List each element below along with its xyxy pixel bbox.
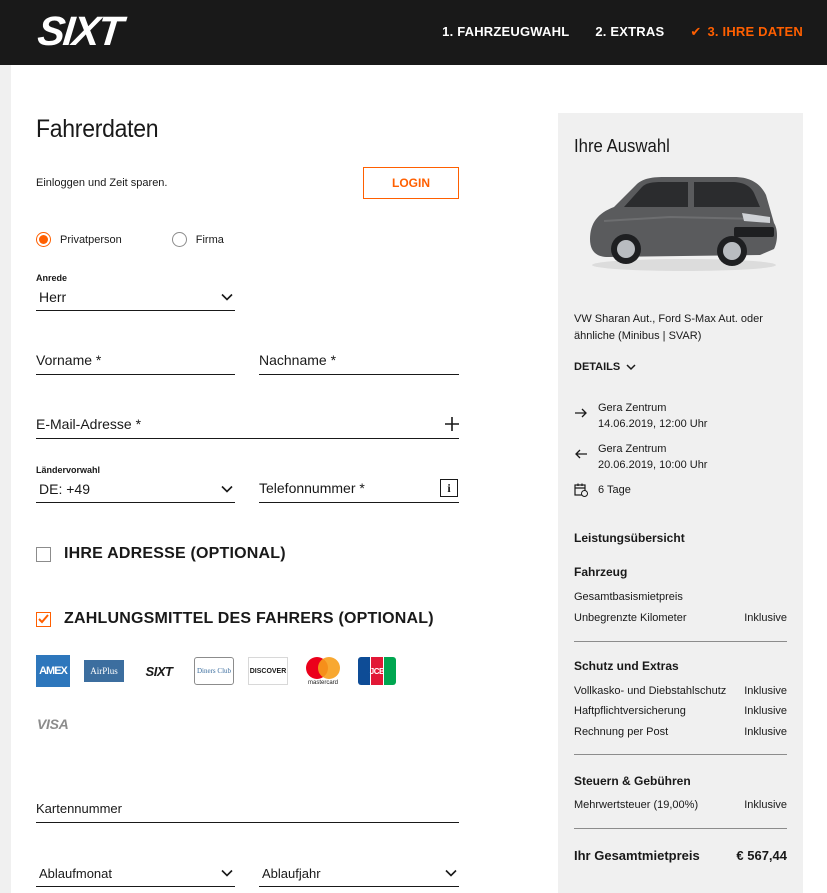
first-name-field[interactable] bbox=[36, 345, 235, 375]
mileage-row bbox=[574, 612, 787, 624]
protection-row bbox=[574, 705, 787, 717]
total-value: € 567,44 bbox=[736, 848, 787, 863]
card-number-field[interactable] bbox=[36, 793, 459, 823]
page-title: Fahrerdaten bbox=[36, 115, 159, 143]
base-price-label: Gesamtbasismietpreis bbox=[574, 591, 683, 603]
mastercard-logo[interactable] bbox=[302, 655, 344, 687]
vehicle-section-title: Fahrzeug bbox=[574, 565, 628, 579]
mastercard-circles-icon bbox=[303, 656, 343, 680]
details-toggle[interactable] bbox=[574, 361, 636, 373]
jcb-red-strip bbox=[371, 657, 383, 685]
chevron-down-icon bbox=[626, 363, 636, 371]
radio-private-person-indicator[interactable] bbox=[36, 232, 51, 247]
step-extras[interactable]: 2. EXTRAS bbox=[595, 24, 665, 39]
protection-value: Inklusive bbox=[744, 705, 787, 717]
radio-company-indicator[interactable] bbox=[172, 232, 187, 247]
amex-logo-text: AMEX bbox=[39, 665, 67, 677]
protection-label: Haftpflichtversicherung bbox=[574, 705, 686, 717]
expiry-year-placeholder: Ablaufjahr bbox=[262, 866, 321, 881]
duration-text: 6 Tage bbox=[598, 484, 631, 496]
phone-placeholder: Telefonnummer * bbox=[259, 480, 365, 496]
jcb-blue-strip bbox=[358, 657, 370, 685]
mileage-value: Inklusive bbox=[744, 612, 787, 624]
top-navigation-bar bbox=[0, 0, 827, 65]
left-gutter bbox=[0, 65, 11, 893]
total-price-row bbox=[574, 848, 787, 863]
email-field[interactable] bbox=[36, 409, 459, 439]
card-brand-list bbox=[36, 655, 396, 687]
return-datetime: 20.06.2019, 10:00 Uhr bbox=[598, 459, 708, 471]
radio-company[interactable] bbox=[172, 232, 224, 247]
country-code-value: DE: +49 bbox=[39, 481, 90, 497]
pickup-location: Gera Zentrum bbox=[598, 402, 667, 414]
chevron-down-icon bbox=[445, 867, 457, 879]
discover-logo-text: DISCOVER bbox=[249, 667, 287, 675]
last-name-placeholder: Nachname * bbox=[259, 352, 337, 368]
expiry-year-select[interactable] bbox=[259, 857, 459, 887]
total-label: Ihr Gesamtmietpreis bbox=[574, 848, 700, 863]
pickup-datetime: 14.06.2019, 12:00 Uhr bbox=[598, 418, 708, 430]
payment-checkbox[interactable] bbox=[36, 612, 51, 627]
arrow-left-icon bbox=[574, 447, 588, 461]
airplus-logo-text: AirPlus bbox=[90, 666, 118, 676]
address-section-label: IHRE ADRESSE (OPTIONAL) bbox=[64, 545, 286, 562]
diners-club-logo-text: Diners Club bbox=[196, 667, 232, 675]
checkmark-icon bbox=[38, 614, 49, 624]
protection-value: Inklusive bbox=[744, 726, 787, 738]
return-location: Gera Zentrum bbox=[598, 443, 667, 455]
mileage-label: Unbegrenzte Kilometer bbox=[574, 612, 687, 624]
arrow-right-icon bbox=[574, 406, 588, 420]
salutation-value: Herr bbox=[39, 289, 67, 305]
base-price-row bbox=[574, 591, 787, 603]
calendar-clock-icon bbox=[574, 483, 588, 497]
logo-text: SIXT bbox=[35, 8, 124, 54]
summary-title: Ihre Auswahl bbox=[574, 136, 670, 156]
diners-club-logo[interactable] bbox=[194, 657, 234, 685]
first-name-placeholder: Vorname * bbox=[36, 352, 102, 368]
country-code-select[interactable] bbox=[36, 465, 235, 503]
protection-label: Rechnung per Post bbox=[574, 726, 669, 738]
protection-row bbox=[574, 685, 787, 697]
radio-private-person[interactable] bbox=[36, 232, 122, 247]
step-vehicle-selection[interactable]: 1. FAHRZEUGWAHL bbox=[442, 24, 570, 39]
tax-label: Mehrwertsteuer (19,00%) bbox=[574, 799, 699, 811]
jcb-green-strip bbox=[384, 657, 396, 685]
payment-section-toggle[interactable] bbox=[36, 610, 434, 628]
divider bbox=[574, 641, 787, 642]
email-placeholder: E-Mail-Adresse * bbox=[36, 416, 142, 432]
protection-section-title: Schutz und Extras bbox=[574, 659, 679, 673]
taxes-section-title: Steuern & Gebühren bbox=[574, 774, 691, 788]
last-name-field[interactable] bbox=[259, 345, 459, 375]
sixt-card-logo[interactable] bbox=[138, 656, 180, 686]
tax-value: Inklusive bbox=[744, 799, 787, 811]
chevron-down-icon bbox=[221, 867, 233, 879]
car-description: VW Sharan Aut., Ford S-Max Aut. oder ähnliche (Minibus | SVAR) bbox=[574, 313, 763, 342]
customer-type-selector bbox=[36, 232, 224, 247]
overview-title: Leistungsübersicht bbox=[574, 531, 685, 545]
protection-label: Vollkasko- und Diebstahlschutz bbox=[574, 685, 727, 697]
sixt-card-logo-text: SIXT bbox=[145, 663, 173, 679]
booking-steps bbox=[442, 24, 803, 40]
tax-row bbox=[574, 799, 787, 811]
info-icon[interactable]: i bbox=[440, 479, 458, 497]
protection-value: Inklusive bbox=[744, 685, 787, 697]
chevron-down-icon bbox=[221, 291, 233, 303]
login-hint: Einloggen und Zeit sparen. bbox=[36, 177, 168, 189]
phone-field[interactable] bbox=[259, 471, 459, 503]
amex-logo[interactable] bbox=[36, 655, 70, 687]
car-image bbox=[584, 173, 780, 273]
login-button[interactable]: LOGIN bbox=[363, 167, 459, 199]
plus-icon[interactable] bbox=[445, 417, 459, 431]
divider bbox=[574, 754, 787, 755]
salutation-select[interactable] bbox=[36, 273, 235, 311]
country-code-label: Ländervorwahl bbox=[36, 465, 101, 475]
airplus-logo[interactable] bbox=[84, 660, 124, 682]
jcb-logo-text: JCB bbox=[369, 666, 385, 676]
checkmark-icon: ✔ bbox=[690, 24, 702, 39]
protection-row bbox=[574, 726, 787, 738]
visa-logo[interactable]: VISA bbox=[37, 716, 69, 732]
step-your-data[interactable] bbox=[690, 24, 803, 40]
discover-logo[interactable] bbox=[248, 657, 288, 685]
card-number-placeholder: Kartennummer bbox=[36, 801, 122, 816]
radio-private-person-label: Privatperson bbox=[60, 233, 122, 246]
address-checkbox[interactable] bbox=[36, 547, 51, 562]
mastercard-logo-text: mastercard bbox=[307, 680, 338, 686]
expiry-month-select[interactable] bbox=[36, 857, 235, 887]
details-label: DETAILS bbox=[574, 361, 621, 373]
step-your-data-label: 3. IHRE DATEN bbox=[707, 24, 803, 39]
expiry-month-placeholder: Ablaufmonat bbox=[39, 866, 112, 881]
jcb-logo[interactable] bbox=[358, 656, 396, 686]
radio-company-label: Firma bbox=[195, 233, 224, 246]
address-section-toggle[interactable] bbox=[36, 545, 286, 563]
selection-summary bbox=[558, 113, 803, 893]
sixt-logo[interactable] bbox=[35, 8, 124, 54]
payment-section-label: ZAHLUNGSMITTEL DES FAHRERS (OPTIONAL) bbox=[64, 610, 434, 627]
chevron-down-icon bbox=[221, 483, 233, 495]
salutation-label: Anrede bbox=[36, 273, 68, 283]
divider bbox=[574, 828, 787, 829]
